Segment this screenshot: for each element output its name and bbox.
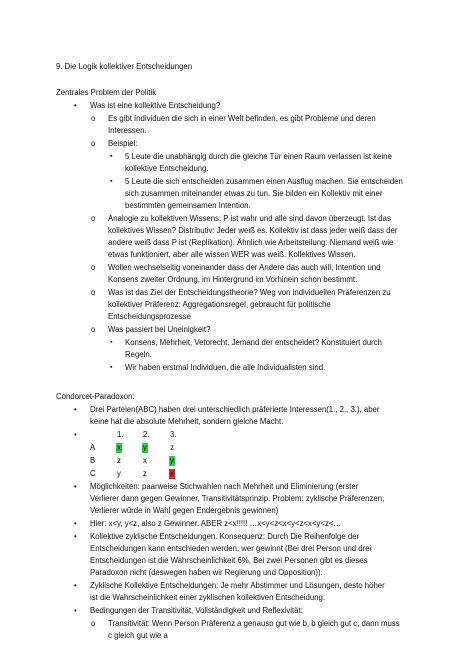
text-line: Was ist das Ziel der Entscheidungstheorie? Weg von individuellen Präferenzen zu bbox=[108, 288, 391, 297]
circle-bullet: o bbox=[91, 114, 96, 123]
text-line: Transitivität: Wenn Person Präferenz a genauso gut wie b, b gleich gut c, dann muss bbox=[108, 619, 400, 628]
table-cell bbox=[169, 456, 175, 466]
text-line: 5 Leute die sich entscheiden zusammen einen Ausflug machen. Sie entscheiden bbox=[125, 177, 403, 186]
text-line: keine hat die absolute Mehrheit, sondern gleiche Macht. bbox=[90, 417, 284, 426]
text-line: Interessen. bbox=[108, 126, 147, 135]
text-line: ist die Wahrscheinlichkeit einer zyklischen kollektiven Entscheidung. bbox=[90, 593, 326, 602]
text-line: Bedingungen der Transitivität, Vollständigkeit und Reflexivität: bbox=[90, 606, 303, 615]
text-line: Beispiel: bbox=[108, 139, 138, 148]
circle-bullet: o bbox=[91, 325, 96, 334]
square-bullet: ▪ bbox=[110, 339, 113, 346]
highlight-green: y bbox=[170, 456, 174, 465]
page-title: 9. Die Logik kollektiver Entscheidungen bbox=[56, 62, 193, 71]
text-line: Entscheidungsprozesse bbox=[108, 312, 191, 321]
highlight-red: x bbox=[170, 469, 174, 478]
text-line: Entscheidungen kann entschieden werden, wer gewinnt (Bei drei Person und drei bbox=[90, 544, 372, 553]
text-line: 5 Leute die unabhängig durch die gleiche Tür einen Raum verlassen ist keine bbox=[125, 152, 392, 161]
highlight-green: y bbox=[143, 443, 147, 452]
text-line: Hier: x<y, y<z, also z Gewinner. ABER z<x!!!!! …x<y<z<x<y<z<x<y<z<… bbox=[90, 519, 342, 528]
table-cell bbox=[116, 443, 122, 453]
text-line: Es gibt Individuen die sich in einer Welt befinden, es gibt Probleme und deren bbox=[108, 114, 376, 123]
text-line: Möglichkeiten: paarweise Stichwahlen nach Mehrheit und Eliminierung (erster bbox=[90, 482, 359, 491]
section-heading: Condorcet-Paradoxon: bbox=[56, 392, 135, 401]
disc-bullet: • bbox=[74, 581, 77, 590]
text-line: Verlierer dann gegen Gewinner, Transitivitätsprinzip. Problem: zyklische Präferenzen, bbox=[90, 494, 385, 503]
circle-bullet: o bbox=[91, 619, 96, 628]
highlight-green: x bbox=[117, 443, 121, 452]
text-line: kollektiver Präferenz: Aggregationsregel, gebraucht für politische bbox=[108, 300, 331, 309]
table-cell bbox=[169, 469, 175, 479]
text-line: Was passiert bei Uneinigkeit? bbox=[108, 325, 211, 334]
table-cell: z bbox=[170, 443, 174, 452]
square-bullet: ▪ bbox=[110, 364, 113, 371]
text-line: Paradoxon nicht (deswegen haben wir Regierung und Opposition)). bbox=[90, 568, 323, 577]
table-cell: z bbox=[143, 469, 147, 478]
text-line: c gleich gut wie a bbox=[108, 631, 168, 640]
square-bullet: ▪ bbox=[110, 178, 113, 185]
text-line: Was ist eine kollektive Entscheidung? bbox=[90, 101, 221, 110]
text-line: Wir haben erstmal Individuen, die alle Individualisten sind. bbox=[125, 363, 326, 372]
circle-bullet: o bbox=[91, 139, 96, 148]
text-line: Konsens, Mehrheit, Vetorecht, Jemand der entscheidet? Konstituiert durch bbox=[125, 338, 383, 347]
table-row-label: C bbox=[90, 469, 96, 478]
text-line: etwas funktioniert, aber alle wissen WER was weiß. Kollektives Wissen. bbox=[108, 250, 356, 259]
text-line: andere weiß dass P ist (Replikation). Ähnlich wie Arbeitsteilung: Niemand weiß wie bbox=[108, 238, 394, 247]
table-header: 2. bbox=[143, 430, 150, 439]
text-line: Regeln. bbox=[125, 350, 152, 359]
table-row-label: A bbox=[90, 443, 96, 452]
text-line: Verlierer würde in Wahl gegen Endergebnis gewinnen) bbox=[90, 506, 279, 515]
table-header: 3. bbox=[170, 430, 177, 439]
disc-bullet: • bbox=[74, 519, 77, 528]
circle-bullet: o bbox=[91, 263, 96, 272]
text-line: kollektive Entscheidung. bbox=[125, 164, 209, 173]
text-line: Kollektive zyklische Entscheidungen. Konsequenz: Durch Die Reihenfolge der bbox=[90, 532, 360, 541]
text-line: kollektives Wissen? Distributiv: Jeder weiß es. Kollektiv ist dass jeder weiß dass der bbox=[108, 226, 398, 235]
text-line: Entscheidungen ist die Wahrscheinlichkeit 6%, Bei zwei Personen gibt es dieses bbox=[90, 556, 368, 565]
text-line: Analogie zu kollektiven Wissens: P ist wahr und alle sind davon überzeugt. Ist das bbox=[108, 214, 391, 223]
text-line: bestimmten gemeinsamen Intention. bbox=[125, 201, 251, 210]
text-line: sich zusammen miteinander etwas zu tun. Sie bilden ein Kollektiv mit einer bbox=[125, 189, 383, 198]
circle-bullet: o bbox=[91, 214, 96, 223]
section-heading: Zentrales Problem der Politik bbox=[56, 88, 157, 97]
disc-bullet: • bbox=[74, 430, 77, 439]
square-bullet: ▪ bbox=[110, 153, 113, 160]
disc-bullet: • bbox=[74, 405, 77, 414]
disc-bullet: • bbox=[74, 101, 77, 110]
table-cell bbox=[142, 443, 148, 453]
table-cell: y bbox=[117, 469, 121, 478]
table-cell: z bbox=[117, 456, 121, 465]
table-cell: x bbox=[143, 456, 147, 465]
text-line: Zyklische Kollektive Entscheidungen: Je mehr Abstimmer und Lösungen, desto höher bbox=[90, 581, 385, 590]
disc-bullet: • bbox=[74, 606, 77, 615]
text-line: Drei Parteien(ABC) haben drei unterschiedlich präferierte Interessen(1., 2., 3.), aber bbox=[90, 405, 380, 414]
disc-bullet: • bbox=[74, 482, 77, 491]
text-line: Konsens zweiter Ordnung, im Hintergrund im Vorhinein schon bestimmt. bbox=[108, 275, 358, 284]
text-line: Wollen wechselseitig voneinander dass der Andere das auch will, Intention und bbox=[108, 263, 381, 272]
table-header: 1. bbox=[117, 430, 124, 439]
disc-bullet: • bbox=[74, 532, 77, 541]
circle-bullet: o bbox=[91, 288, 96, 297]
table-row-label: B bbox=[90, 456, 96, 465]
